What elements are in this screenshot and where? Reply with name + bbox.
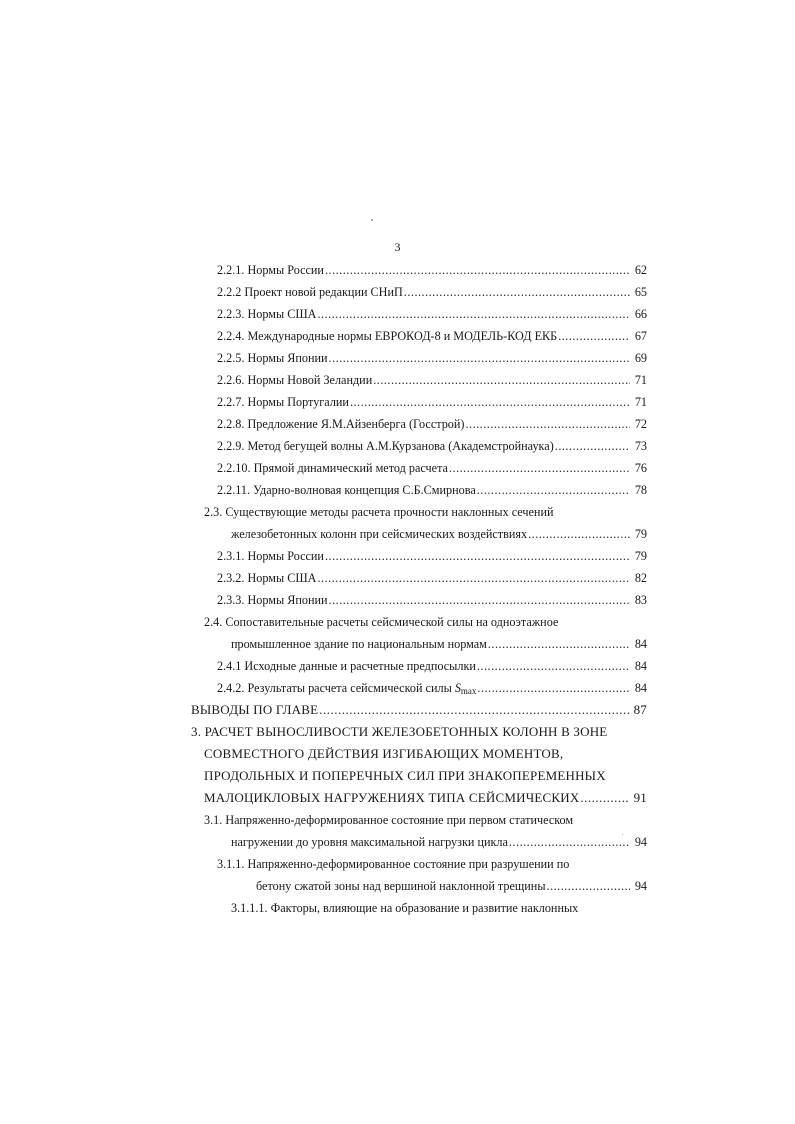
- toc-entry-title: 2.2.7. Нормы Португалии: [217, 395, 349, 409]
- toc-entry-2-2-1[interactable]: [217, 259, 647, 281]
- toc-entry-title: МАЛОЦИКЛОВЫХ НАГРУЖЕНИЯХ ТИПА СЕЙСМИЧЕСКИХ: [204, 790, 580, 805]
- leader-dots: [558, 325, 630, 347]
- toc-entry-3-line1[interactable]: 3. РАСЧЕТ ВЫНОСЛИВОСТИ ЖЕЛЕЗОБЕТОННЫХ КОЛОНН В ЗОНЕ: [191, 724, 608, 739]
- toc-entry-page: 79: [634, 527, 647, 541]
- toc-entry-2-3-line1[interactable]: 2.3. Существующие методы расчета прочности наклонных сечений: [204, 505, 554, 519]
- leader-dots: [449, 457, 630, 479]
- toc-entry-page: 73: [634, 439, 647, 453]
- toc-entry-page: 65: [634, 285, 647, 299]
- toc-entry-page: 83: [634, 593, 647, 607]
- toc-entry-title: 2.2.9. Метод бегущей волны А.М.Курзанова (Академстройнаука): [217, 439, 554, 453]
- toc-entry-page: 91: [633, 790, 647, 805]
- toc-entry-title: ВЫВОДЫ ПО ГЛАВЕ: [191, 702, 319, 717]
- toc-entry-2-4-line1[interactable]: 2.4. Сопоставительные расчеты сейсмической силы на одноэтажное: [204, 615, 559, 629]
- toc-entry-title: 2.3.3. Нормы Японии: [217, 593, 328, 607]
- toc-entry-title: 2.2.6. Нормы Новой Зеландии: [217, 373, 373, 387]
- toc-entry-2-2-11[interactable]: [217, 479, 647, 501]
- leader-dots: [329, 589, 630, 611]
- toc-entry-page: 76: [634, 461, 647, 475]
- toc-entry-3-1-1-1-line1[interactable]: 3.1.1.1. Факторы, влияющие на образование и развитие наклонных: [231, 901, 579, 915]
- toc-entry-title: железобетонных колонн при сейсмических воздействиях: [231, 527, 528, 541]
- leader-dots: [528, 523, 630, 545]
- leader-dots: [477, 655, 630, 677]
- toc-entry-2-3-1[interactable]: [217, 545, 647, 567]
- leader-dots: [317, 303, 630, 325]
- leader-dots: [477, 479, 630, 501]
- leader-dots: [580, 787, 630, 809]
- leader-dots: [329, 347, 630, 369]
- leader-dots: [547, 875, 630, 897]
- leader-dots: [509, 831, 630, 853]
- toc-entry-title: нагружении до уровня максимальной нагрузки цикла: [231, 835, 508, 849]
- toc-entry-title: 2.2.5. Нормы Японии: [217, 351, 328, 365]
- toc-entry-3-line2[interactable]: СОВМЕСТНОГО ДЕЙСТВИЯ ИЗГИБАЮЩИХ МОМЕНТОВ,: [204, 746, 564, 761]
- toc-entry-3-1-1[interactable]: [256, 875, 647, 897]
- toc-entry-page: 94: [634, 835, 647, 849]
- toc-entry-2-4-2[interactable]: [217, 677, 647, 699]
- toc-entry-2-2-2[interactable]: [217, 281, 647, 303]
- toc-entry-2-2-8[interactable]: [217, 413, 647, 435]
- toc-entry-3-1[interactable]: [231, 831, 647, 853]
- toc-entry-title-text: 2.4.2. Результаты расчета сейсмической силы: [217, 681, 455, 695]
- toc-entry-page: 84: [634, 681, 647, 695]
- toc-entry-2-2-10[interactable]: [217, 457, 647, 479]
- toc-entry-3[interactable]: [204, 787, 647, 809]
- toc-entry-page: 82: [634, 571, 647, 585]
- toc-entry-page: 62: [634, 263, 647, 277]
- toc-entry-page: 67: [634, 329, 647, 343]
- toc-entry-page: 78: [634, 483, 647, 497]
- toc-entry-title: 2.2.8. Предложение Я.М.Айзенберга (Госстрой): [217, 417, 465, 431]
- toc-entry-title: бетону сжатой зоны над вершиной наклонной трещины: [256, 879, 546, 893]
- leader-dots: [319, 699, 630, 721]
- toc-entry-title: 2.3.1. Нормы России: [217, 549, 324, 563]
- toc-entry-2-4[interactable]: [231, 633, 647, 655]
- toc-entry-page: 84: [634, 637, 647, 651]
- page-number: 3: [394, 240, 401, 254]
- toc-entry-2-4-1[interactable]: [217, 655, 647, 677]
- toc-entry-page: 79: [634, 549, 647, 563]
- toc-entry-page: 94: [634, 879, 647, 893]
- leader-dots: [317, 567, 630, 589]
- toc-entry-title: 2.3.2. Нормы США: [217, 571, 317, 585]
- toc-entry-2-2-5[interactable]: [217, 347, 647, 369]
- scan-speck: [622, 834, 623, 835]
- toc-entry-2-2-4[interactable]: [217, 325, 647, 347]
- leader-dots: [555, 435, 630, 457]
- toc-entry-conclusions[interactable]: [191, 699, 647, 721]
- toc-entry-2-2-6[interactable]: [217, 369, 647, 391]
- formula-subscript: max: [460, 686, 477, 696]
- toc-entry-title: 2.2.3. Нормы США: [217, 307, 317, 321]
- leader-dots: [477, 677, 630, 699]
- toc-entry-page: 87: [633, 702, 647, 717]
- leader-dots: [350, 391, 630, 413]
- leader-dots: [325, 259, 630, 281]
- toc-entry-page: 84: [634, 659, 647, 673]
- toc-entry-2-3-3[interactable]: [217, 589, 647, 611]
- toc-entry-title: промышленное здание по национальным нормам: [231, 637, 487, 651]
- toc-entry-2-2-3[interactable]: [217, 303, 647, 325]
- toc-entry-title: 2.2.1. Нормы России: [217, 263, 324, 277]
- toc-entry-title: 2.2.2 Проект новой редакции СНиП: [217, 285, 403, 299]
- toc-entry-page: 69: [634, 351, 647, 365]
- leader-dots: [465, 413, 630, 435]
- toc-entry-page: 71: [634, 373, 647, 387]
- leader-dots: [325, 545, 630, 567]
- toc-entry-page: 72: [634, 417, 647, 431]
- leader-dots: [373, 369, 630, 391]
- toc-entry-title: 2.4.1 Исходные данные и расчетные предпосылки: [217, 659, 476, 673]
- toc-entry-page: 66: [634, 307, 647, 321]
- scan-speck: [371, 219, 373, 221]
- toc-entry-2-2-7[interactable]: [217, 391, 647, 413]
- toc-entry-title: 2.2.11. Ударно-волновая концепция С.Б.Смирнова: [217, 483, 476, 497]
- toc-entry-3-1-1-line1[interactable]: 3.1.1. Напряженно-деформированное состояние при разрушении по: [217, 857, 570, 871]
- toc-entry-2-2-9[interactable]: [217, 435, 647, 457]
- leader-dots: [488, 633, 630, 655]
- toc-entry-2-3[interactable]: [231, 523, 647, 545]
- toc-entry-2-3-2[interactable]: [217, 567, 647, 589]
- toc-entry-title: 2.2.10. Прямой динамический метод расчета: [217, 461, 448, 475]
- toc-entry-3-line3[interactable]: ПРОДОЛЬНЫХ И ПОПЕРЕЧНЫХ СИЛ ПРИ ЗНАКОПЕРЕМЕННЫХ: [204, 768, 606, 783]
- toc-entry-page: 71: [634, 395, 647, 409]
- toc-entry-title: 2.2.4. Международные нормы ЕВРОКОД-8 и МОДЕЛЬ-КОД ЕКБ: [217, 329, 558, 343]
- leader-dots: [404, 281, 630, 303]
- toc-entry-3-1-line1[interactable]: 3.1. Напряженно-деформированное состояние при первом статическом: [204, 813, 574, 827]
- formula-symbol: S: [454, 681, 461, 695]
